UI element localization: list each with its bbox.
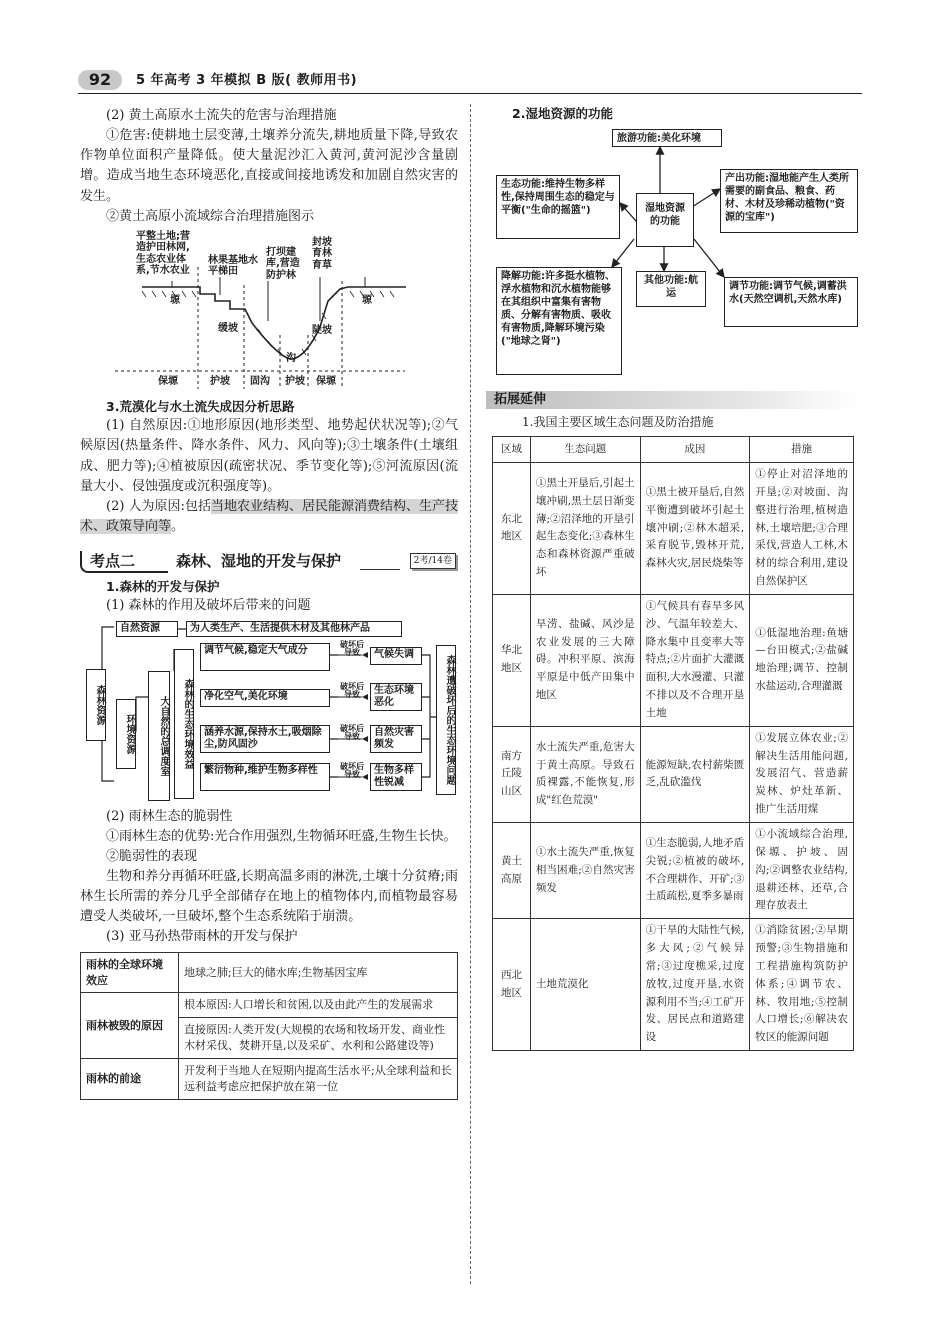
rain-row1-value: 地球之肺;巨大的储水库;生物基因宝库: [179, 952, 458, 993]
watershed-diagram: [80, 231, 458, 397]
rain-row2-key: 雨林被毁的原因: [81, 993, 179, 1059]
forest-heading: 1.森林的开发与保护: [106, 579, 220, 595]
desert-human: [80, 497, 458, 537]
kaodian-header: [80, 549, 458, 575]
col-cause: 成因: [640, 436, 750, 462]
measure-cell: ①低湿地治理:鱼塘—台田模式;②盐碱地治理;调节、控制水盐运动,合理灌溉: [750, 594, 854, 726]
problem-cell: 土地荒漠化: [530, 919, 640, 1051]
table-row: [81, 952, 458, 993]
header-rule: [78, 93, 862, 94]
region-cell: 黄土高原: [493, 823, 531, 919]
wetland-other: 其他功能:航运: [636, 271, 706, 307]
wetland-prod: 产出功能:湿地能产生人类所需要的副食品、粮食、药材、木材及珍稀动植物("资源的宝库"): [720, 169, 858, 233]
wetland-tour: 旅游功能:美化环境: [612, 129, 722, 147]
page-number: 92: [78, 70, 122, 90]
arrow-label-1: 破坏后导致: [340, 639, 364, 657]
arrow-label-3: 破坏后导致: [340, 723, 364, 741]
cause-cell: ①生态脆弱,人地矛盾尖锐;②植被的破坏,不合理耕作、开矿;③土质疏松,夏季多暴雨: [640, 823, 750, 919]
book-title: 5 年高考 3 年模拟 B 版( 教师用书): [136, 73, 358, 88]
node-forest-resource: 森林资源: [86, 669, 106, 741]
kaodian-label: 考点二: [80, 551, 168, 573]
terrain-bottom-4: 护坡: [285, 375, 305, 387]
page-header: [78, 70, 862, 92]
wetland-center: 湿地资源的功能: [636, 193, 694, 247]
forest-role: (1) 森林的作用及破坏后带来的问题: [106, 598, 311, 614]
node-regulator: 大自然的总调度室: [148, 671, 170, 801]
kaodian-rule: [360, 569, 400, 570]
effect-species: 繁衍物种,维护生物多样性: [200, 763, 330, 791]
arrow-label-4: 破坏后导致: [340, 761, 364, 779]
exam-count-badge: 2考/14卷: [410, 553, 456, 569]
terrain-gully: 沟: [286, 352, 296, 364]
desert-natural: (1) 自然原因:①地形原因(地形类型、地势起伏状况等);②气候原因(热量条件、降水条件、风力、风向等);③土壤条件(土壤组成、肥力等);④植被原因(疏密状况、季节变化等);⑤河流原因(流量大小、侵蚀强度或沉积强度等)。: [80, 418, 458, 494]
column-divider: [470, 104, 471, 1284]
human-prefix: (2) 人为原因:包括: [106, 498, 211, 514]
amazon-heading: (3) 亚马孙热带雨林的开发与保护: [106, 929, 298, 945]
terrain-yuan-left: 塬: [170, 294, 180, 306]
rain-weak: 生物和养分再循环旺盛,长期高温多雨的淋洗,土壤十分贫瘠;雨林生长所需的养分几乎全部储存在地上的植物体内,而植物最容易遭受人类破坏,一旦破坏,整个生态系统陷于崩溃。: [80, 869, 458, 925]
col-measure: 措施: [750, 436, 854, 462]
problem-biodiversity: 生物多样性锐减: [370, 763, 422, 791]
terrain-bottom-3: 固沟: [250, 375, 270, 387]
human-suffix: 。: [171, 518, 185, 534]
effect-air: 净化空气,美化环境: [200, 689, 330, 707]
rain-row3-key: 雨林的前途: [81, 1059, 179, 1100]
desert-heading: 3.荒漠化与水土流失成因分析思路: [106, 398, 295, 414]
cause-cell: ①黑土被开垦后,自然平衡遭到破坏引起土壤冲刷;②林木超采,采育脱节,毁林开荒,森林火灾,居民烧柴等: [640, 462, 750, 594]
loess-measures-caption: ②黄土高原小流域综合治理措施图示: [106, 208, 315, 224]
terrain-bottom-2: 护坡: [210, 375, 230, 387]
rain-row3-value: 开发利于当地人在短期内提高生活水平;从全球利益和长远利益考虑应把保护放在第一位: [179, 1059, 458, 1100]
node-human-supply: 为人类生产、生活提供木材及其他林产品: [186, 621, 402, 637]
rainforest-table: [80, 952, 458, 1101]
node-natural-resource: 自然资源: [116, 621, 178, 637]
measure-cell: ①发展立体农业;②解决生活用能问题,发展沼气、营造薪炭林、炉灶革新、推广生活用煤: [750, 726, 854, 822]
rain-row2-value2: 直接原因:人类开发(大规模的农场和牧场开发、商业性木材采伐、焚耕开垦,以及采矿、水利和公路建设等): [179, 1018, 458, 1059]
rain-weak-title: ②脆弱性的表现: [106, 848, 198, 864]
wetland-eco: 生态功能:维持生物多样性,保持周围生态的稳定与平衡("生命的摇篮"): [496, 175, 620, 239]
region-cell: 华北地区: [493, 594, 531, 726]
node-result: 森林遭破坏后的生态环境问题: [436, 645, 456, 795]
cause-cell: ①干旱的大陆性气候,多大风;②气候异常;③过度樵采,过度放牧,过度开垦,水资源利用不当;④工矿开发、居民点和道路建设: [640, 919, 750, 1051]
terrain-label-enclose: 封坡育林育草: [312, 236, 332, 271]
problem-climate: 气候失调: [370, 647, 422, 665]
table-header-row: [493, 436, 854, 462]
table-row: [81, 1059, 458, 1100]
region-cell: 东北地区: [493, 462, 531, 594]
cause-cell: ①气候具有春旱多风沙、气温年较差大、降水集中且变率大等特点;②片面扩大灌溉面积,大水漫灌、只灌不排以及不合理开垦土地: [640, 594, 750, 726]
wetland-degrade: 降解功能:许多挺水植物、浮水植物和沉水植物能够在其组织中富集有害物质、分解有害物质、吸收有害物质,降解环境污染("地球之肾"): [496, 267, 622, 375]
node-benefit: 森林的生态环境效益: [174, 649, 194, 799]
right-column: [486, 104, 862, 1051]
table-row: [493, 462, 854, 594]
rain-fragile-heading: (2) 雨林生态的脆弱性: [106, 808, 233, 824]
problem-disaster: 自然灾害频发: [370, 725, 422, 753]
region-cell: 南方丘陵山区: [493, 726, 531, 822]
wetland-regulate: 调节功能:调节气候,调蓄洪水(天然空调机,天然水库): [724, 277, 858, 327]
terrain-steep-slope: 陡坡: [312, 324, 332, 336]
terrain-bottom-1: 保塬: [158, 375, 178, 387]
human-highlight: 当地农业结构、居民能源消费结构、生产技术、政策导向等: [80, 498, 458, 534]
problem-cell: ①黑土开垦后,引起土壤冲刷,黑土层日渐变薄;②沼泽地的开垦引起生态变化;③森林生态和森林资源严重破坏: [530, 462, 640, 594]
table-row: [493, 726, 854, 822]
measure-cell: ①消除贫困;②早期预警;③生物措施和工程措施构筑防护体系;④调节农、林、牧用地;⑤控制人口增长;⑥解决农牧区的能源问题: [750, 919, 854, 1051]
rain-row1-key: 雨林的全球环境效应: [81, 952, 179, 993]
left-column: [80, 106, 458, 1100]
loess-harm: ①危害:使耕地土层变薄,土壤养分流失,耕地质量下降,导致农作物单位面积产量降低。使大量泥沙汇入黄河,黄河泥沙含量剧增。造成当地生态环境恶化,直接或间接地诱发和加剧自然灾害的发生。: [80, 128, 458, 204]
col-region: 区域: [493, 436, 531, 462]
wetland-heading: 2.湿地资源的功能: [512, 106, 613, 121]
terrain-gentle-slope: 缓坡: [218, 322, 238, 334]
cause-cell: 能源短缺,农村薪柴匮乏,乱砍滥伐: [640, 726, 750, 822]
effect-water: 涵养水源,保持水土,吸烟除尘,防风固沙: [200, 725, 330, 753]
terrain-label-terrace: 林果基地水平梯田: [208, 254, 258, 278]
table-row: [493, 919, 854, 1051]
forest-diagram: [80, 621, 458, 807]
problem-cell: ①水土流失严重,恢复相当困难;②自然灾害频发: [530, 823, 640, 919]
col-problem: 生态问题: [530, 436, 640, 462]
kaodian-title: 森林、湿地的开发与保护: [176, 552, 342, 571]
terrain-label-plateau: 平整土地;营造护田林网,生态农业体系,节水农业: [136, 230, 190, 277]
table-row: [493, 594, 854, 726]
effect-climate: 调节气候,稳定大气成分: [200, 643, 330, 671]
extension-banner: [486, 389, 862, 411]
terrain-label-dam: 打坝建库,营造防护林: [266, 246, 300, 281]
table-row: [493, 823, 854, 919]
measure-cell: ①小流域综合治理,保塬、护坡、固沟;②调整农业结构,退耕还林、还草,合理存放表土: [750, 823, 854, 919]
problem-env: 生态环境恶化: [370, 683, 422, 711]
problem-cell: 旱涝、盐碱、风沙是农业发展的三大障碍。冲积平原、滨海平原是中低产田集中地区: [530, 594, 640, 726]
terrain-yuan-right: 塬: [362, 294, 372, 306]
measure-cell: ①停止对沼泽地的开垦;②对坡面、沟壑进行治理,植树造林,土壤培肥;③合理采伐,营造人工林,木材的综合利用,建设自然保护区: [750, 462, 854, 594]
rain-advantage: ①雨林生态的优势:光合作用强烈,生物循环旺盛,生物生长快。: [106, 828, 457, 844]
problem-cell: 水土流失严重,危害大于黄土高原。导致石质裸露,不能恢复,形成"红色荒漠": [530, 726, 640, 822]
extension-label: 拓展延伸: [494, 392, 547, 408]
node-env-resource: 环境资源: [116, 699, 136, 769]
wetland-diagram: [486, 129, 862, 379]
region-cell: 西北地区: [493, 919, 531, 1051]
loess-heading: (2) 黄土高原水土流失的危害与治理措施: [106, 108, 337, 123]
table-row: [81, 993, 458, 1018]
rain-row2-value1: 根本原因:人口增长和贫困,以及由此产生的发展需求: [179, 993, 458, 1018]
region-ecology-table: [492, 436, 854, 1051]
terrain-bottom-5: 保塬: [316, 375, 336, 387]
extension-heading: 1.我国主要区域生态问题及防治措施: [522, 415, 714, 430]
arrow-label-2: 破坏后导致: [340, 681, 364, 699]
